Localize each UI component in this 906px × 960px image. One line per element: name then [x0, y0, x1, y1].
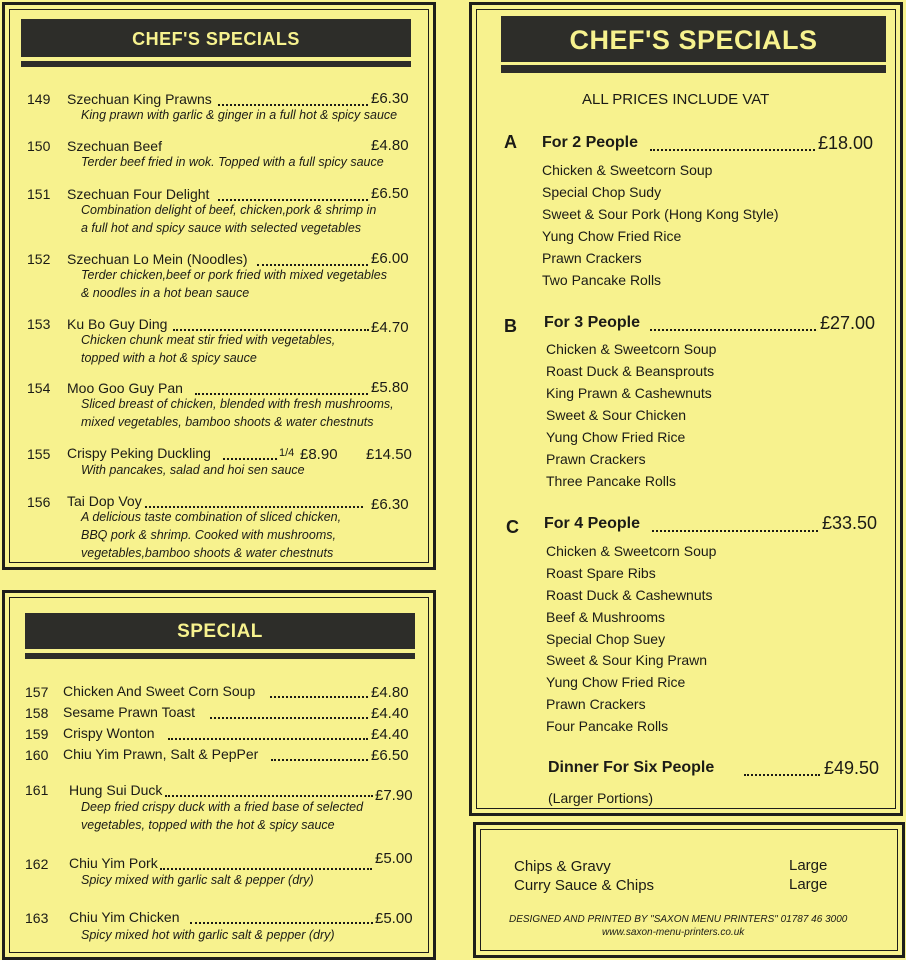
- side-item-name: Chips & Gravy: [514, 858, 611, 875]
- item-name: Szechuan Lo Mein (Noodles): [67, 251, 248, 267]
- chefs-specials-left-panel: [2, 2, 436, 570]
- set-letter: B: [504, 316, 517, 336]
- printer-website: www.saxon-menu-printers.co.uk: [602, 927, 745, 938]
- set-dish: Four Pancake Rolls: [546, 718, 669, 734]
- item-number: 163: [25, 910, 49, 926]
- item-description: Combination delight of beef, chicken,pork & shrimp in: [81, 203, 377, 217]
- item-price: £4.80: [371, 684, 409, 701]
- item-description: Terder chicken,beef or pork fried with mixed vegetables: [81, 268, 387, 282]
- set-dish: Sweet & Sour Chicken: [546, 407, 687, 423]
- item-description: topped with a hot & spicy sauce: [81, 351, 257, 365]
- item-name: Tai Dop Voy: [67, 493, 142, 509]
- set-price: £18.00: [818, 133, 874, 153]
- item-name: Szechuan Four Delight: [67, 186, 210, 202]
- item-price: £4.40: [371, 726, 409, 743]
- side-item-size: Large: [789, 876, 828, 893]
- banner-underline: [501, 65, 886, 73]
- set-dish: Chicken & Sweetcorn Soup: [546, 543, 717, 559]
- set-title: For 2 People: [542, 134, 639, 151]
- item-name: Crispy Wonton: [63, 725, 155, 741]
- item-name: Moo Goo Guy Pan: [67, 380, 183, 396]
- printer-credit: DESIGNED AND PRINTED BY "SAXON MENU PRINTERS" 01787 46 3000: [509, 914, 848, 925]
- item-price: £5.00: [375, 850, 413, 867]
- special-panel: [2, 590, 436, 960]
- item-number: 155: [27, 446, 51, 462]
- item-description: King prawn with garlic & ginger in a full hot & spicy sauce: [81, 108, 398, 122]
- quarter-price: £8.90: [300, 446, 338, 463]
- item-description: A delicious taste combination of sliced chicken,: [81, 510, 342, 524]
- set-dish: Sweet & Sour King Prawn: [546, 652, 708, 668]
- set-dish: Special Chop Suey: [546, 631, 666, 647]
- sides-panel: [473, 822, 905, 958]
- item-number: 154: [27, 380, 51, 396]
- item-description: & noodles in a hot bean sauce: [81, 286, 250, 300]
- set-dish: Prawn Crackers: [546, 451, 646, 467]
- set-dish: Yung Chow Fried Rice: [546, 674, 686, 690]
- leader-dots: [210, 716, 368, 719]
- vat-note: ALL PRICES INCLUDE VAT: [582, 91, 770, 108]
- quarter-portion: 1/4: [279, 447, 295, 459]
- item-name: Ku Bo Guy Ding: [67, 316, 168, 332]
- item-description: Chicken chunk meat stir fried with vegetables,: [81, 333, 336, 347]
- set-dish: Chicken & Sweetcorn Soup: [542, 162, 713, 178]
- set-price: £27.00: [820, 313, 876, 333]
- set-price: £33.50: [822, 513, 878, 533]
- item-name: Chiu Yim Prawn, Salt & PepPer: [63, 746, 259, 762]
- set-dish: Chicken & Sweetcorn Soup: [546, 341, 717, 357]
- item-name: Crispy Peking Duckling: [67, 445, 211, 461]
- item-price: £14.50: [366, 446, 412, 463]
- item-number: 149: [27, 91, 51, 107]
- leader-dots: [650, 328, 816, 331]
- leader-dots: [744, 773, 820, 776]
- leader-dots: [168, 737, 368, 740]
- leader-dots: [160, 867, 372, 870]
- panel-title-banner: CHEF'S SPECIALS: [21, 19, 411, 57]
- item-price: £5.80: [371, 379, 409, 396]
- leader-dots: [271, 758, 368, 761]
- item-number: 157: [25, 684, 49, 700]
- dinner-six-title: Dinner For Six People: [548, 759, 715, 776]
- set-dish: Roast Duck & Cashewnuts: [546, 587, 713, 603]
- item-price: £6.00: [371, 250, 409, 267]
- banner-underline: [25, 653, 415, 659]
- item-price: £6.30: [371, 496, 409, 513]
- set-dish: King Prawn & Cashewnuts: [546, 385, 712, 401]
- side-item-name: Curry Sauce & Chips: [514, 877, 655, 894]
- item-description: vegetables,bamboo shoots & water chestnuts: [81, 546, 334, 560]
- item-price: £4.80: [371, 137, 409, 154]
- set-letter: A: [504, 132, 517, 152]
- set-dish: Beef & Mushrooms: [546, 609, 666, 625]
- set-dish: Yung Chow Fried Rice: [542, 228, 682, 244]
- panel-title-banner: CHEF'S SPECIALS: [501, 16, 886, 62]
- item-description: a full hot and spicy sauce with selected vegetables: [81, 221, 362, 235]
- set-meals-panel: [469, 2, 903, 816]
- item-number: 162: [25, 856, 49, 872]
- item-name: Chiu Yim Chicken: [69, 909, 180, 925]
- item-price: £6.50: [371, 747, 409, 764]
- item-number: 159: [25, 726, 49, 742]
- leader-dots: [190, 921, 373, 924]
- item-price: £4.40: [371, 705, 409, 722]
- item-name: Hung Sui Duck: [69, 782, 163, 798]
- set-title: For 3 People: [544, 314, 641, 331]
- item-number: 161: [25, 782, 49, 798]
- item-price: £4.70: [371, 319, 409, 336]
- item-number: 160: [25, 747, 49, 763]
- item-description: Terder beef fried in wok. Topped with a full spicy sauce: [81, 155, 384, 169]
- item-description: vegetables, topped with the hot & spicy sauce: [81, 818, 335, 832]
- leader-dots: [270, 695, 368, 698]
- item-description: Sliced breast of chicken, blended with fresh mushrooms,: [81, 397, 394, 411]
- set-dish: Special Chop Sudy: [542, 184, 662, 200]
- item-description: mixed vegetables, bamboo shoots & water chestnuts: [81, 415, 374, 429]
- set-title: For 4 People: [544, 515, 641, 532]
- leader-dots: [652, 529, 818, 532]
- item-description: With pancakes, salad and hoi sen sauce: [81, 463, 305, 477]
- item-number: 150: [27, 138, 51, 154]
- item-price: £6.30: [371, 90, 409, 107]
- item-price: £5.00: [375, 910, 413, 927]
- leader-dots: [650, 148, 815, 151]
- set-dish: Three Pancake Rolls: [546, 473, 676, 489]
- set-dish: Roast Spare Ribs: [546, 565, 656, 581]
- item-number: 152: [27, 251, 51, 267]
- set-dish: Roast Duck & Beansprouts: [546, 363, 715, 379]
- item-number: 153: [27, 316, 51, 332]
- item-price: £6.50: [371, 185, 409, 202]
- item-price: £7.90: [375, 787, 413, 804]
- item-name: Szechuan Beef: [67, 138, 162, 154]
- leader-dots: [165, 794, 373, 797]
- set-dish: Prawn Crackers: [542, 250, 642, 266]
- set-letter: C: [506, 517, 519, 537]
- item-number: 158: [25, 705, 49, 721]
- set-dish: Prawn Crackers: [546, 696, 646, 712]
- item-description: Spicy mixed hot with garlic salt & pepper (dry): [81, 928, 335, 942]
- leader-dots: [223, 457, 277, 460]
- item-description: Deep fried crispy duck with a fried base of selected: [81, 800, 364, 814]
- panel-inner-border: [9, 597, 429, 953]
- item-number: 151: [27, 186, 51, 202]
- dinner-six-price: £49.50: [824, 758, 880, 778]
- item-description: Spicy mixed with garlic salt & pepper (dry): [81, 873, 314, 887]
- panel-title-banner: SPECIAL: [25, 613, 415, 649]
- item-name: Chiu Yim Pork: [69, 855, 158, 871]
- item-name: Sesame Prawn Toast: [63, 704, 196, 720]
- item-name: Szechuan King Prawns: [67, 91, 212, 107]
- item-number: 156: [27, 494, 51, 510]
- side-item-size: Large: [789, 857, 828, 874]
- item-name: Chicken And Sweet Corn Soup: [63, 683, 256, 699]
- dinner-six-note: (Larger Portions): [548, 790, 654, 806]
- set-dish: Two Pancake Rolls: [542, 272, 662, 288]
- item-description: BBQ pork & shrimp. Cooked with mushrooms,: [81, 528, 336, 542]
- set-dish: Sweet & Sour Pork (Hong Kong Style): [542, 206, 779, 222]
- set-dish: Yung Chow Fried Rice: [546, 429, 686, 445]
- banner-underline: [21, 61, 411, 67]
